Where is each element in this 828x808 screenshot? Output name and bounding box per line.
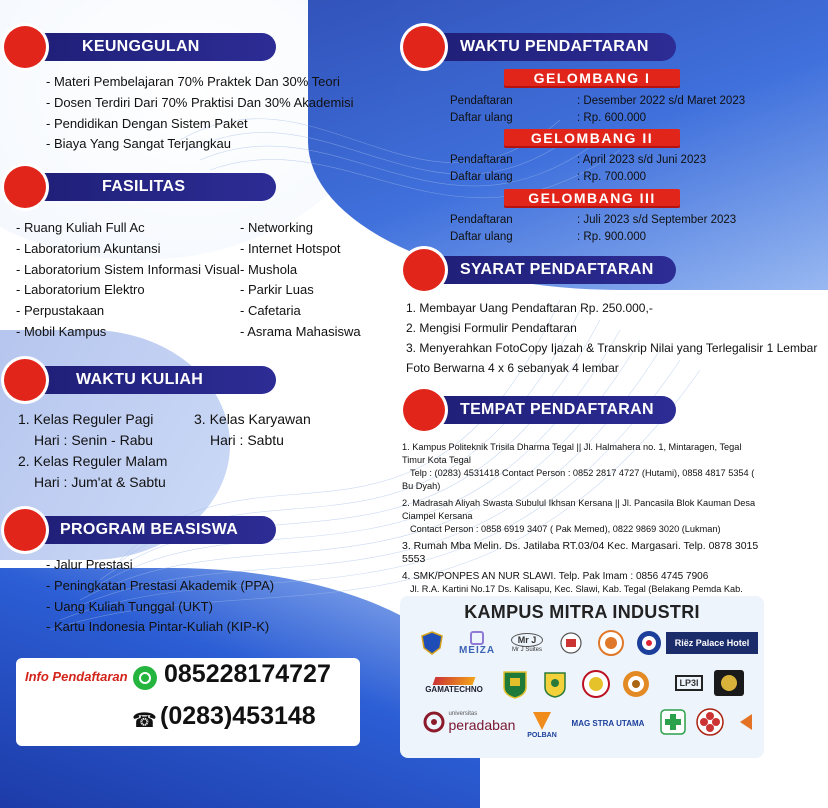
- gold-badge-logo-icon: [712, 668, 746, 698]
- gelombang-1-label: GELOMBANG I: [504, 69, 680, 88]
- list-item: - Ruang Kuliah Full Ac: [16, 220, 145, 235]
- list-item: - Networking: [240, 220, 313, 235]
- list-item: - Cafetaria: [240, 303, 301, 319]
- peradaban-logo: [414, 708, 524, 736]
- meiza-logo: [454, 630, 500, 656]
- gelombang-3-daftar-ulang: : Rp. 900.000: [577, 231, 647, 243]
- info-label: Info Pendaftaran: [25, 669, 128, 684]
- tempat-list: [402, 441, 762, 613]
- navy-seal-logo-icon: [634, 628, 664, 658]
- kelas-malam: 2. Kelas Reguler Malam: [18, 453, 168, 469]
- list-item: - Laboratorium Elektro: [16, 282, 145, 298]
- list-item: - Mushola: [240, 261, 298, 277]
- fasilitas-list-left: [16, 218, 240, 343]
- list-item: - Mobil Kampus: [16, 323, 107, 339]
- riez-palace-logo: [666, 632, 758, 654]
- kelas-karyawan: 3. Kelas Karyawan: [194, 411, 311, 427]
- tempat-1-line1: 1. Kampus Politeknik Trisila Dharma Tegal || Jl. Halmahera no. 1, Mintaragen, Tegal Timur Kota Tegal: [402, 442, 742, 465]
- list-item: - Pendidikan Dengan Sistem Paket: [46, 115, 248, 131]
- waktu-pendaftaran-header: [424, 33, 676, 61]
- medical-cross-logo-icon: [658, 708, 688, 736]
- mrj-logo: [504, 628, 550, 658]
- waktu-kuliah-header: [24, 366, 276, 394]
- list-item: - Materi Pembelajaran 70% Praktek Dan 30% Teori: [46, 74, 340, 89]
- meiza-text: MEIZA: [458, 644, 496, 656]
- fasilitas-dot: [4, 166, 46, 208]
- list-item: - Perpustakaan: [16, 303, 105, 319]
- list-item: 1. Membayar Uang Pendaftaran Rp. 250.000,-: [406, 301, 653, 315]
- label-pendaftaran: Pendaftaran: [450, 214, 513, 226]
- tempat-dot: [403, 389, 445, 431]
- beasiswa-title: PROGRAM BEASISWA: [60, 521, 239, 538]
- list-item: - Peningkatan Prestasi Akademik (PPA): [46, 577, 275, 593]
- list-item: 3. Menyerahkan FotoCopy Ijazah & Transkrip Nilai yang Terlegalisir 1 Lembar: [406, 341, 818, 355]
- list-item: - Jalur Prestasi: [46, 557, 133, 572]
- mitra-panel: [400, 596, 764, 758]
- kelas-pagi: 1. Kelas Reguler Pagi: [18, 411, 154, 427]
- beasiswa-dot: [4, 509, 46, 551]
- waktu-kuliah-dot: [4, 359, 46, 401]
- mrj-sub: Mr J Suites: [511, 647, 542, 653]
- whatsapp-icon: [133, 666, 157, 690]
- crest-logo-icon: [558, 630, 584, 656]
- tempat-3-line1: 3. Rumah Mba Melin. Ds. Jatilaba RT.03/04 Kec. Margasari. Telp. 0878 3015 5553: [402, 540, 759, 565]
- syarat-header: [424, 256, 676, 284]
- list-item: - Kartu Indonesia Pintar-Kuliah (KIP-K): [46, 619, 270, 635]
- label-daftar-ulang: Daftar ulang: [450, 171, 513, 183]
- info-pendaftaran-box: [16, 658, 360, 746]
- waktu-kuliah-title: WAKTU KULIAH: [76, 371, 204, 388]
- peradaban-text: peradaban: [448, 717, 516, 733]
- kelas-karyawan-day: Hari : Sabtu: [210, 432, 284, 448]
- list-item: - Laboratorium Sistem Informasi Visual: [16, 261, 240, 277]
- riez-text: Riëz Palace Hotel: [674, 638, 750, 648]
- gelombang-3-pendaftaran: : Juli 2023 s/d September 2023: [577, 214, 737, 226]
- lp3i-text: LP3I: [675, 675, 702, 691]
- list-item: [402, 497, 762, 536]
- keunggulan-title: KEUNGGULAN: [82, 38, 200, 55]
- list-item: 2. Mengisi Formulir Pendaftaran: [406, 321, 577, 335]
- label-daftar-ulang: Daftar ulang: [450, 112, 513, 124]
- gelombang-2-details: [450, 152, 706, 186]
- tempat-2-line2: Contact Person : 0858 6919 3407 ( Pak Memed), 0822 9869 3020 (Lukman): [410, 524, 721, 534]
- gelombang-1-daftar-ulang: : Rp. 600.000: [577, 112, 647, 124]
- tempat-title: TEMPAT PENDAFTARAN: [460, 401, 654, 418]
- list-item: - Biaya Yang Sangat Terjangkau: [46, 136, 232, 152]
- flower-crest-logo-icon: [694, 706, 726, 738]
- label-daftar-ulang: Daftar ulang: [450, 231, 513, 243]
- gelombang-3-label: GELOMBANG III: [504, 189, 680, 208]
- list-item: [402, 441, 762, 493]
- syarat-title: SYARAT PENDAFTARAN: [460, 261, 654, 278]
- tempat-4-line1: 4. SMK/PONPES AN NUR SLAWI. Telp. Pak Imam : 0856 4745 7906: [402, 571, 709, 582]
- regency-crest-logo-icon: [500, 668, 530, 700]
- list-item: - Laboratorium Akuntansi: [16, 240, 161, 256]
- list-item: - Uang Kuliah Tunggal (UKT): [46, 598, 213, 614]
- fasilitas-header: [24, 173, 276, 201]
- magistra-text: MAG STRA UTAMA: [571, 718, 645, 728]
- syarat-list: [406, 298, 817, 378]
- list-item: Foto Berwarna 4 x 6 sebanyak 4 lembar: [406, 361, 619, 375]
- list-item: - Internet Hotspot: [240, 240, 341, 256]
- kelas-pagi-day: Hari : Senin - Rabu: [34, 432, 154, 448]
- gelombang-3-details: [450, 212, 736, 246]
- magistra-utama-logo: [568, 712, 648, 734]
- list-item: [402, 540, 762, 566]
- mitra-title: KAMPUS MITRA INDUSTRI: [464, 602, 700, 622]
- list-item: - Asrama Mahasiswa: [240, 323, 361, 339]
- beasiswa-list: [46, 555, 274, 638]
- tempat-1-line2: Telp : (0283) 4531418 Contact Person : 0852 2817 4727 (Hutami), 0858 4817 5354 ( Bu Dyah): [402, 468, 755, 491]
- arrow-logo-icon: [734, 710, 756, 734]
- gelombang-1-details: [450, 93, 745, 127]
- gamatechno-logo: [414, 672, 494, 698]
- waktu-pendaftaran-title: WAKTU PENDAFTARAN: [460, 38, 649, 55]
- syarat-dot: [403, 249, 445, 291]
- keunggulan-list: [46, 72, 354, 155]
- whatsapp-number[interactable]: 085228174727: [164, 660, 331, 688]
- orange-seal-logo-icon: [620, 668, 652, 700]
- beasiswa-header: [24, 516, 276, 544]
- gamatechno-text: GAMATECHNO: [425, 684, 483, 694]
- lp3i-logo: [674, 668, 704, 698]
- peradaban-small: universitas: [448, 711, 478, 717]
- tempat-4-line2: Jl. R.A. Kartini No.17 Ds. Kalisapu, Kec. Slawi, Kab. Tegal (Belakang Pemda Kab.: [410, 584, 743, 594]
- fasilitas-list-right: [240, 218, 361, 343]
- gelombang-2-daftar-ulang: : Rp. 700.000: [577, 171, 647, 183]
- list-item: - Dosen Terdiri Dari 70% Praktisi Dan 30% Akademisi: [46, 94, 354, 110]
- keunggulan-dot: [4, 26, 46, 68]
- telephone-icon: ☎: [132, 710, 157, 732]
- gelombang-2-pendaftaran: : April 2023 s/d Juni 2023: [577, 154, 707, 166]
- waktu-pendaftaran-dot: [403, 26, 445, 68]
- mrj-text: Mr J: [511, 633, 544, 647]
- circle-seal-logo-icon: [596, 628, 626, 658]
- tempat-2-line1: 2. Madrasah Aliyah Swasta Subulul Ikhsan Kersana || Jl. Pancasila Blok Kauman Desa Ciampel Kersana: [402, 498, 756, 521]
- waktu-kuliah-karyawan: [194, 409, 311, 451]
- shield-logo-icon: [418, 630, 446, 656]
- polban-logo: [524, 704, 560, 744]
- gelombang-1-pendaftaran: : Desember 2022 s/d Maret 2023: [577, 95, 746, 107]
- fasilitas-title: FASILITAS: [102, 178, 186, 195]
- gelombang-2-label: GELOMBANG II: [504, 129, 680, 148]
- keunggulan-header: [24, 33, 276, 61]
- phone-number[interactable]: (0283)453148: [160, 702, 316, 730]
- university-seal-logo-icon: [580, 668, 612, 700]
- label-pendaftaran: Pendaftaran: [450, 154, 513, 166]
- polban-text: POLBAN: [527, 731, 557, 739]
- label-pendaftaran: Pendaftaran: [450, 95, 513, 107]
- school-crest-logo-icon: [540, 668, 570, 700]
- list-item: - Parkir Luas: [240, 282, 314, 298]
- kelas-malam-day: Hari : Jum'at & Sabtu: [34, 474, 166, 490]
- waktu-kuliah-list: [18, 409, 167, 493]
- tempat-header: [424, 396, 676, 424]
